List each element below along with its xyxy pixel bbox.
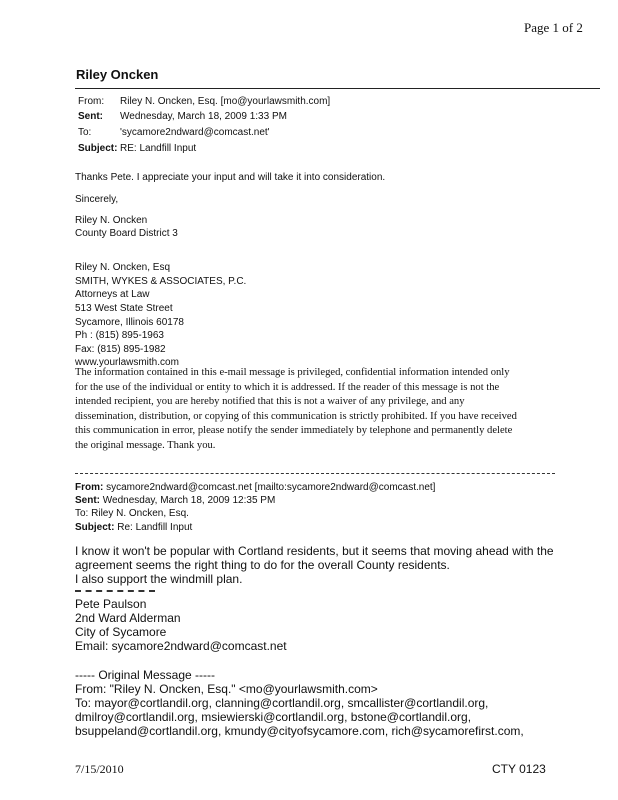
disclaimer-line: for the use of the individual or entity to which it is addressed. If the reader of this message is not the <box>75 381 500 393</box>
original-from: From: "Riley N. Oncken, Esq." <mo@yourlawsmith.com> <box>75 682 378 696</box>
fwd-to-label: To: <box>75 508 89 519</box>
signature-line: Ph : (815) 895-1963 <box>75 330 164 341</box>
confidentiality-disclaimer <box>75 366 600 454</box>
pete-email: Email: sycamore2ndward@comcast.net <box>75 639 287 653</box>
original-to-line: To: mayor@cortlandil.org, clanning@cortlandil.org, smcallister@cortlandil.org, <box>75 696 489 710</box>
pete-line: City of Sycamore <box>75 625 167 639</box>
pete-line: 2nd Ward Alderman <box>75 611 181 625</box>
website-link[interactable]: www.yourlawsmith.com <box>75 357 179 368</box>
disclaimer-line: the original message. Thank you. <box>75 439 216 451</box>
bates-number: CTY 0123 <box>492 762 546 776</box>
signature-line: Sycamore, Illinois 60178 <box>75 317 184 328</box>
fwd-sent-value: Wednesday, March 18, 2009 12:35 PM <box>102 495 276 506</box>
signature-line: 513 West State Street <box>75 303 173 314</box>
body-line: I know it won't be popular with Cortland residents, but it seems that moving ahead with the <box>75 544 554 558</box>
sent-value: Wednesday, March 18, 2009 1:33 PM <box>120 111 287 122</box>
pete-line: Pete Paulson <box>75 597 147 611</box>
disclaimer-line: dissemination, distribution, or copying of this communication is strictly prohibited. If you have received <box>75 410 517 422</box>
fwd-sent-label: Sent: <box>75 495 100 506</box>
signature-line: Attorneys at Law <box>75 289 150 300</box>
original-to-line: dmilroy@cortlandil.org, msiewierski@cortlandil.org, bstone@cortlandil.org, <box>75 710 472 724</box>
header-rule <box>75 88 600 89</box>
from-label: From: <box>78 96 105 107</box>
original-to-line: bsuppeland@cortlandil.org, kmundy@cityofsycamore.com, rich@sycamorefirst.com, <box>75 724 524 738</box>
page-number: Page 1 of 2 <box>524 20 583 35</box>
original-separator: ----- Original Message ----- <box>75 668 216 682</box>
reply-name: Riley N. Oncken <box>75 215 148 226</box>
to-value: 'sycamore2ndward@comcast.net' <box>120 127 270 138</box>
fwd-from-label: From: <box>75 482 104 493</box>
body-line: agreement seems the right thing to do for the overall County residents. <box>75 558 450 572</box>
footer-date: 7/15/2010 <box>75 762 124 776</box>
subject-label: Subject: <box>78 143 118 154</box>
fwd-to-value: Riley N. Oncken, Esq. <box>91 508 189 519</box>
fwd-subject-value: Re: Landfill Input <box>117 522 193 533</box>
fwd-subject-label: Subject: <box>75 522 115 533</box>
signature-dashes <box>75 590 155 592</box>
sent-label: Sent: <box>78 111 103 122</box>
closing: Sincerely, <box>75 194 119 205</box>
disclaimer-line: The information contained in this e-mail message is privileged, confidential information intended only <box>75 367 510 378</box>
reply-title: County Board District 3 <box>75 228 178 239</box>
reply-text: Thanks Pete. I appreciate your input and will take it into consideration. <box>75 172 386 183</box>
subject-value: RE: Landfill Input <box>120 143 197 154</box>
signature-line: SMITH, WYKES & ASSOCIATES, P.C. <box>75 276 247 287</box>
signature-line: Fax: (815) 895-1982 <box>75 344 166 355</box>
signature-line: Riley N. Oncken, Esq <box>75 262 171 273</box>
fwd-from-value: sycamore2ndward@comcast.net [mailto:sycamore2ndward@comcast.net] <box>106 482 436 493</box>
from-value: Riley N. Oncken, Esq. [mo@yourlawsmith.com] <box>120 96 331 107</box>
disclaimer-line: intended recipient, you are hereby notified that this is not a waiver of any privilege, and any <box>75 396 465 408</box>
forward-separator <box>75 473 555 474</box>
disclaimer-line: this communication in error, please notify the sender immediately by telephone and permanently delete <box>75 425 513 437</box>
body-line: I also support the windmill plan. <box>75 572 243 586</box>
sender-name-heading: Riley Oncken <box>76 67 159 82</box>
to-label: To: <box>78 127 92 138</box>
